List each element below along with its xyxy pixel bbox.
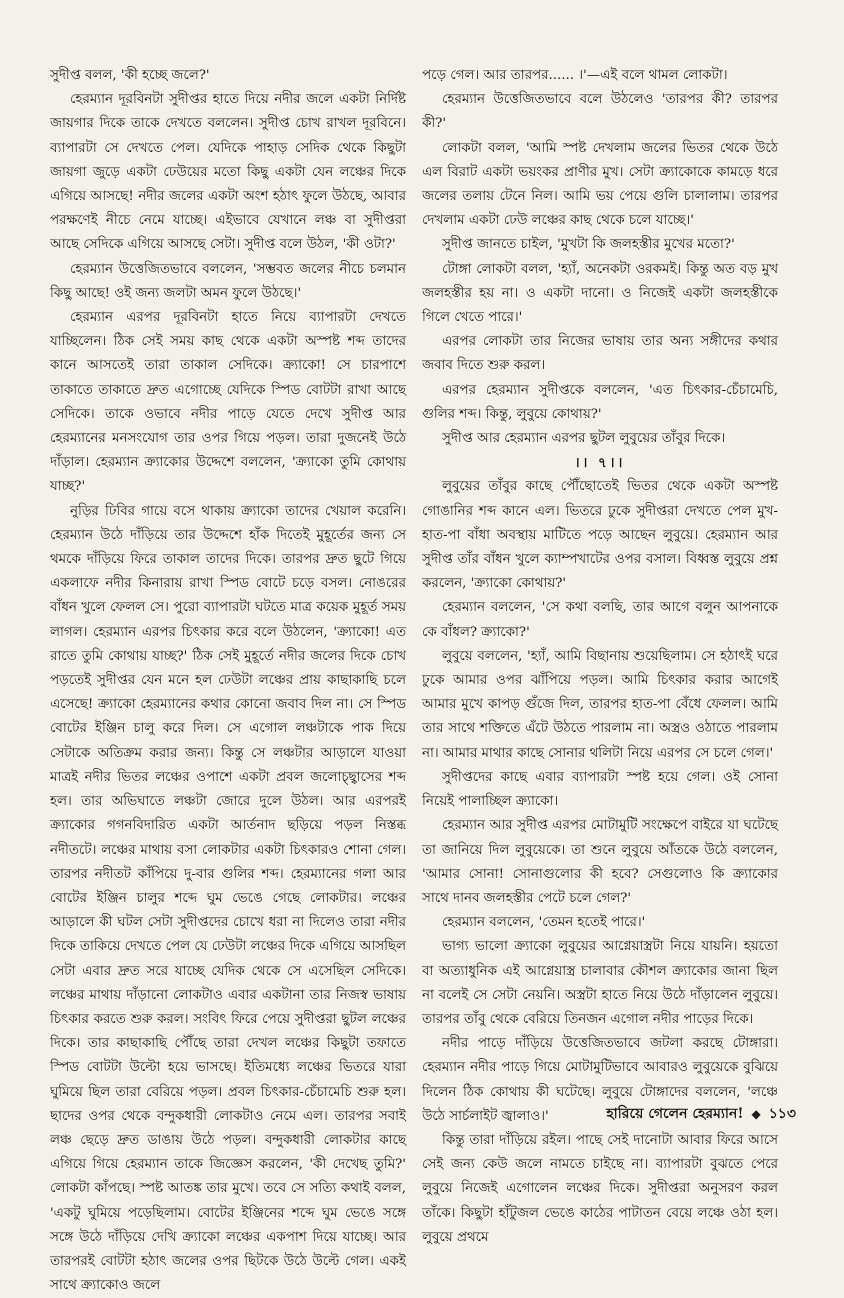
paragraph: পড়ে গেল। আর তারপর...... ।'—এই বলে থামল লোকটা। <box>422 68 728 83</box>
paragraph: নুড়ির ঢিবির গায়ে বসে থাকায় ক্র্যাকো তাদের খেয়াল করেনি। হেরম্যান উঠে দাঁড়িয়ে তার উদ্দেশে হাঁক দিতেই মুহূর্তের জন্য সে থমকে দাঁড়িয়ে ফিরে তাকাল তাদের দিকে। তারপর দ্রুত ছুটে গিয়ে একলাফে নদীর কিনারায় রাখা স্পিড বোটে চড়ে বসল। নোঙরের বাঁধন খুলে ফেলল সে। পুরো ব্যাপারটা ঘটতে মাত্র কয়েক মুহূর্ত সময় লাগল। হেরম্যান এরপর চিৎকার করে বলে উঠলেন, 'ক্র্যাকো! এত রাতে তুমি কোথায় যাচ্ছ?' ঠিক সেই মুহূর্তে নদীর জলের দিকে চোখ পড়তেই সুদীপ্তর যেন মনে হল ঢেউটা লঞ্চের প্রায় কাছাকাছি চলে এসেছে! ক্র্যাকো হেরম্যানের কথার কোনো জবাব দিল না। সে স্পিড বোটের ইঞ্জিন চালু করে দিল। সে এগোল লঞ্চটাকে পাক দিয়ে সেটাকে অতিক্রম করার জন্য। কিন্তু সে লঞ্চটার আড়ালে যাওয়া মাত্রই নদীর ভিতর লঞ্চের ওপাশে একটা প্রবল জলোচ্ছ্বাসের শব্দ হল। তার অভিঘাতে লঞ্চটা জোরে দুলে উঠল। আর এরপরই ক্র্যাকোর গগনবিদারিত একটা আর্তনাদ ছড়িয়ে পড়ল নিস্তব্ধ নদীতটে। লঞ্চের মাথায় বসা লোকটার একটা চিৎকারও শোনা গেল। তারপর নদীতট কাঁপিয়ে দু-বার গুলির শব্দ। হেরম্যানের গলা আর বোটের ইঞ্জিন চালুর শব্দে ঘুম ভেঙে গেছে লোকটার। লঞ্চের আড়ালে কী ঘটল সেটা সুদীপ্তদের চোখে ধরা না দিলেও তারা নদীর দিকে তাকিয়ে দেখতে পেল যে ঢেউটা লঞ্চের দিকে এগিয়ে আসছিল সেটা এবার দ্রুত সরে যাচ্ছে যেদিক থেকে সে এসেছিল সেদিকে। লঞ্চের মাথায় দাঁড়ানো লোকটাও এবার একটানা তার নিজস্ব ভাষায় চিৎকার করতে শুরু করল। সংবিৎ ফিরে পেয়ে সুদীপ্তরা ছুটল লঞ্চের দিকে। তার কাছাকাছি পৌঁছে তারা দেখল লঞ্চের কিছুটা তফাতে স্পিড বোটটা উল্টো হয়ে ভাসছে। ইতিমধ্যে লঞ্চের ভিতরে যারা ঘুমিয়ে ছিল তারা বেরিয়ে পড়ল। প্রবল চিৎকার-চেঁচামেচি শুরু হল। ছাদের ওপর থেকে বন্দুকধারী লোকটাও নেমে এল। তারপর সবাই লঞ্চ ছেড়ে দ্রুত ডাঙায় উঠে পড়ল। বন্দুকধারী লোকটার কাছে এগিয়ে গিয়ে হেরম্যান তাকে জিজ্ঞেস করলেন, 'কী দেখেছ তুমি?' লোকটা কাঁপছে। স্পষ্ট আতঙ্ক তার মুখে। তবে সে সত্যি কথাই বলল, 'একটু ঘুমিয়ে পড়েছিলাম। বোটের ইঞ্জিনের শব্দে ঘুম ভেঙে সঙ্গে সঙ্গে উঠে দাঁড়িয়ে দেখি ক্র্যাকো লঞ্চের একপাশ দিয়ে যাচ্ছে। আর তারপরই বোটটা হঠাৎ জলের ওপর ছিটকে উঠে উল্টে গেল। একই সাথে ক্র্যাকোও জলে <box>50 503 406 1294</box>
paragraph: হেরম্যান দূরবিনটা সুদীপ্তর হাতে দিয়ে নদীর জলে একটা নির্দিষ্ট জায়গার দিকে তাকে দেখতে বললেন। সুদীপ্ত চোখ রাখল দূরবিনে। ব্যাপারটা সে দেখতে পেল। যেদিকে পাহাড় সেদিক থেকে কিছুটা জায়গা জুড়ে একটা ঢেউয়ের মতো কিছু একটা যেন লঞ্চের দিকে এগিয়ে আসছে! নদীর জলের একটা অংশ হঠাৎ ফুলে উঠছে, আবার পরক্ষণেই নীচে নেমে যাচ্ছে। এইভাবে যেখানে লঞ্চ বা সুদীপ্তরা আছে সেদিকে এগিয়ে আসছে সেটা। সুদীপ্ত বলে উঠল, 'কী ওটা?' <box>50 92 406 253</box>
paragraph: হেরম্যান বললেন, 'সে কথা বলছি, তার আগে বলুন আপনাকে কে বাঁধল? ক্র্যাকো?' <box>422 600 778 640</box>
paragraph: কিন্তু তারা দাঁড়িয়ে রইল। পাছে সেই দানোটা আবার ফিরে আসে সেই জন্য কেউ জলে নামতে চাইছে না। ব্যাপারটা বুঝতে পেরে লুবুয়ে নিজেই এগোলেন লঞ্চের দিকে। সুদীপ্তরা অনুসরণ করল তাঁকে। কিছুটা হাঁটুজল ভেঙে কাঠের পাটাতন বেয়ে লঞ্চে ওঠা হল। লুবুয়ে প্রথমে <box>422 1132 778 1245</box>
paragraph: লুবুয়ে বললেন, 'হ্যাঁ, আমি বিছানায় শুয়েছিলাম। সে হঠাৎই ঘরে ঢুকে আমার ওপর ঝাঁপিয়ে পড়ল। আমি চিৎকার করার আগেই আমার মুখে কাপড় গুঁজে দিল, তারপর হাত-পা বেঁধে ফেলল। আমি তার সাথে শক্তিতে এঁটে উঠতে পারলাম না। অস্ত্রও ওঠাতে পারলাম না। আমার মাথার কাছে সোনার থলিটা নিয়ে এরপর সে চলে গেল।' <box>422 648 778 761</box>
paragraph: সুদীপ্ত আর হেরম্যান এরপর ছুটল লুবুয়ের তাঁবুর দিকে। <box>442 431 726 447</box>
diamond-icon: ◆ <box>751 1107 761 1121</box>
paragraph: হেরম্যান এরপর দূরবিনটা হাতে নিয়ে ব্যাপারটা দেখতে যাচ্ছিলেন। ঠিক সেই সময় কাছ থেকে একটা অস্পষ্ট শব্দ তাদের কানে আসতেই তারা তাকাল সেদিকে। ক্র্যাকো! সে চারপাশে তাকাতে তাকাতে দ্রুত এগোচ্ছে যেদিকে স্পিড বোটটা রাখা আছে সেদিকে। তাকে ওভাবে নদীর পাড়ে যেতে দেখে সুদীপ্ত আর হেরম্যানের মনসংযোগ তার ওপর গিয়ে পড়ল। তারা দুজনেই উঠে দাঁড়াল। হেরম্যান ক্র্যাকোর উদ্দেশে বললেন, 'ক্র্যাকো তুমি কোথায় যাচ্ছ?' <box>50 310 406 495</box>
paragraph: লুবুয়ের তাঁবুর কাছে পৌঁছোতেই ভিতর থেকে একটা অস্পষ্ট গোঙানির শব্দ কানে এল। ভিতরে ঢুকে সুদীপ্তরা দেখতে পেল মুখ-হাত-পা বাঁধা অবস্থায় মাটিতে পড়ে আছেন লুবুয়ে। হেরম্যান আর সুদীপ্ত তাঁর বাঁধন খুলে ক্যাম্পখাটের ওপর বসাল। বিধ্বস্ত লুবুয়ে প্রশ্ন করলেন, 'ক্র্যাকো কোথায়?' <box>422 479 778 592</box>
paragraph: হেরম্যান আর সুদীপ্ত এরপর মোটামুটি সংক্ষেপে বাইরে যা ঘটেছে তা জানিয়ে দিল লুবুয়েকে। তা শুনে লুবুয়ে আঁতকে উঠে বললেন, 'আমার সোনা! সোনাগুলোর কী হবে? সেগুলোও কি ক্র্যাকোর সাথে দানব জলহস্তীর পেটে চলে গেল?' <box>422 818 778 906</box>
paragraph: ভাগ্য ভালো ক্র্যাকো লুবুয়ের আগ্নেয়াস্ত্রটা নিয়ে যায়নি। হয়তো বা অত্যাধুনিক এই আগ্নেয়াস্ত্র চালাবার কৌশল ক্র্যাকোর জানা ছিল না বলেই সে সেটা নেয়নি। অস্ত্রটা হাতে নিয়ে উঠে দাঁড়ালেন লুবুয়ে। তারপর তাঁবু থেকে বেরিয়ে তিনজন এগোল নদীর পাড়ের দিকে। <box>422 939 778 1027</box>
paragraph: হেরম্যান বললেন, 'তেমন হতেই পারে।' <box>442 915 646 931</box>
paragraph: নদীর পাড়ে দাঁড়িয়ে উত্তেজিতভাবে জটলা করছে টোঙ্গারা। হেরম্যান নদীর পাড়ে গিয়ে মোটামুটিভাবে আবারও লুবুয়েকে বুঝিয়ে দিলেন ঠিক কোথায় কী ঘটেছে। লুবুয়ে টোঙ্গাদের বললেন, 'লঞ্চে উঠে সার্চলাইট জ্বালাও।' <box>422 1036 778 1124</box>
paragraph: হেরম্যান উত্তেজিতভাবে বলে উঠলেও 'তারপর কী? তারপর কী?' <box>422 92 778 132</box>
paragraph: এরপর হেরম্যান সুদীপ্তকে বললেন, 'এত চিৎকার-চেঁচামেচি, গুলির শব্দ। কিন্তু, লুবুয়ে কোথায়?' <box>422 382 778 422</box>
paragraph: লোকটা বলল, 'আমি স্পষ্ট দেখলাম জলের ভিতর থেকে উঠে এল বিরাট একটা ভয়ংকর প্রাণীর মুখ। সেটা ক্র্যাকোকে কামড়ে ধরে জলের তলায় টেনে নিল। আমি ভয় পেয়ে গুলি চালালাম। তারপর দেখলাম একটা ঢেউ লঞ্চের কাছ থেকে চলে যাচ্ছে।' <box>422 140 778 229</box>
left-column <box>50 64 406 1294</box>
paragraph: টোঙ্গা লোকটা বলল, 'হ্যাঁ, অনেকটা ওরকমই। কিন্তু অত বড় মুখ জলহস্তীর হয় না। ও একটা দানো। ও নিজেই একটা জলহস্তীকে গিলে খেতে পারে।' <box>422 261 778 326</box>
paragraph: হেরম্যান উত্তেজিতভাবে বললেন, 'সম্ভবত জলের নীচে চলমান কিছু আছে! ওই জন্য জলটা অমন ফুলে উঠছে।' <box>50 261 406 301</box>
paragraph: সুদীপ্ত বলল, 'কী হচ্ছে জলে?' <box>50 68 210 83</box>
paragraph: এরপর লোকটা তার নিজের ভাষায় তার অন্য সঙ্গীদের কথার জবাব দিতে শুরু করল। <box>422 334 778 374</box>
paragraph: সুদীপ্ত জানতে চাইল, 'মুখটা কি জলহস্তীর মুখের মতো?' <box>442 237 735 253</box>
page-number: ১১৩ <box>768 1106 796 1122</box>
running-title: হারিয়ে গেলেন হেরম্যান! <box>606 1106 744 1122</box>
chapter-number: ।। ৭।। <box>574 455 626 472</box>
page-footer <box>606 1102 796 1126</box>
paragraph: সুদীপ্তদের কাছে এবার ব্যাপারটা স্পষ্ট হয়ে গেল। ওই সোনা নিয়েই পালাচ্ছিল ক্র্যাকো। <box>422 769 778 810</box>
